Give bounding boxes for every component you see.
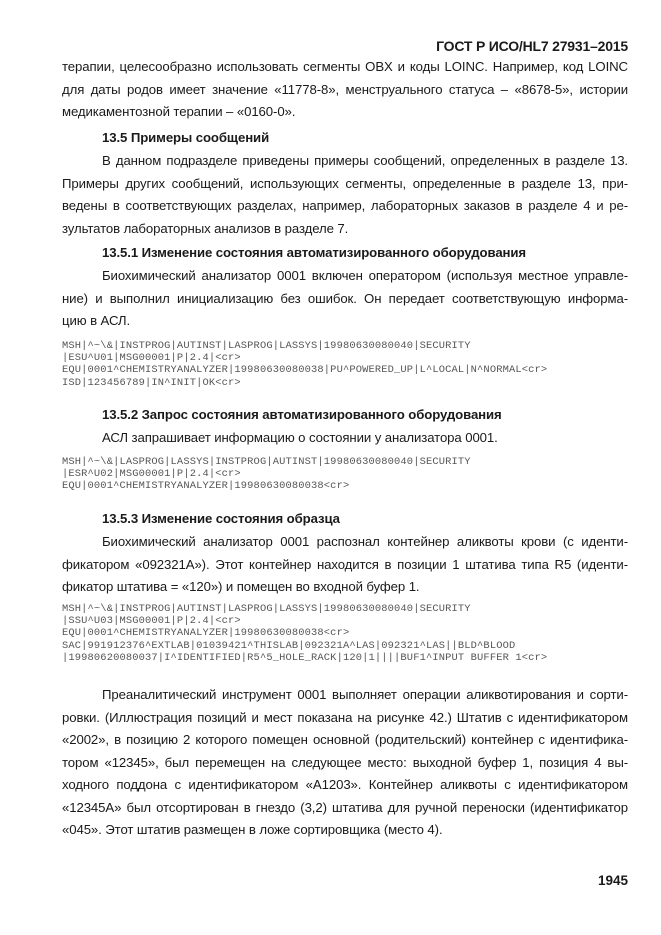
text-line: для даты родов имеет значение «11778-8», менструального статуса – «8678-5», истории [62, 81, 628, 97]
text-line: АСЛ запрашивает информацию о состоянии у анализатора 0001. [102, 430, 498, 445]
text-line: «045». Этот штатив размещен в ложе сортировщика (место 4). [62, 822, 443, 837]
text-line: фикатор штатива = «120») и помещен во входной буфер 1. [62, 579, 420, 594]
code-line: ISD|123456789|IN^INIT|OK<cr> [62, 376, 241, 389]
page-number: 1945 [597, 873, 628, 888]
text-line: фикатором «092321A»). Этот контейнер находится в позиции 1 штатива типа R5 (иденти- [62, 556, 628, 572]
code-line: EQU|0001^CHEMISTRYANALYZER|19980630080038<cr> [62, 627, 350, 640]
hl7-message-ssu-u03 [62, 603, 547, 664]
section-heading-13-5-3: 13.5.3 Изменение состояния образца [102, 511, 340, 526]
code-line: EQU|0001^CHEMISTRYANALYZER|19980630080038|PU^POWERED_UP|L^LOCAL|N^NORMAL<cr> [62, 364, 548, 377]
section-heading-13-5-1: 13.5.1 Изменение состояния автоматизированного оборудования [102, 245, 527, 260]
text-line: Биохимический анализатор 0001 включен оператором (используя местное управле- [102, 268, 628, 283]
section-13-5-1-paragraph [62, 265, 628, 333]
code-line: EQU|0001^CHEMISTRYANALYZER|19980630080038<cr> [62, 480, 350, 493]
section-13-5-2-paragraph [62, 427, 628, 450]
text-line: Биохимический анализатор 0001 распознал контейнер аликвоты крови (с иденти- [102, 534, 628, 549]
section-13-5-3-paragraph-2 [62, 684, 628, 842]
text-line: ходного поддона с идентификатором «A1203». Контейнер аликвоты с идентификатором [62, 777, 628, 792]
text-line: ровки. (Иллюстрация позиций и мест показана на рисунке 42.) Штатив с идентификатором [62, 709, 628, 725]
text-line: ведены в соответствующих разделах, например, лабораторных заказов в разделе 4 и ре- [62, 198, 628, 213]
text-line: Примеры других сообщений, использующих сегменты, определенные в разделе 13, при- [62, 175, 628, 191]
section-13-5-3-paragraph [62, 531, 628, 599]
text-line: терапии, целесообразно использовать сегменты OBX и коды LOINC. Например, код LOINC [62, 59, 628, 74]
code-line: MSH|^~\&|INSTPROG|AUTINST|LASPROG|LASSYS|19980630080040|SECURITY [62, 340, 471, 352]
code-line: |ESR^U02|MSG00001|P|2.4|<cr> [62, 468, 241, 481]
text-line: зультатов лабораторных анализов в разделе 7. [62, 220, 349, 236]
text-line: медикаментозной терапии – «0160-0». [62, 104, 296, 119]
code-line: |SSU^U03|MSG00001|P|2.4|<cr> [62, 615, 241, 628]
document-header-id: ГОСТ Р ИСО/HL7 27931–2015 [436, 38, 628, 54]
text-line: тором «12345», был перемещен на следующее место: выходной буфер 1, позиция 4 вы- [62, 754, 628, 770]
text-line: «12345A» был отсортирован в гнездо (3,2) штатива для ручной переноски (идентификатор [62, 799, 628, 815]
text-line: цию в АСЛ. [62, 313, 131, 328]
section-heading-13-5: 13.5 Примеры сообщений [102, 130, 270, 145]
code-line: SAC|991912376^EXTLAB|01039421^THISLAB|092321A^LAS|092321^LAS||BLD^BLOOD [62, 639, 516, 652]
text-line: «2002», в позицию 2 которого помещен основной (родительский) контейнер с идентифика- [62, 732, 628, 747]
text-line: В данном подразделе приведены примеры сообщений, определенных в разделе 13. [102, 153, 628, 168]
text-line: Преаналитический инструмент 0001 выполняет операции аликвотирования и сорти- [102, 687, 628, 702]
code-line: MSH|^~\&|LASPROG|LASSYS|INSTPROG|AUTINST|19980630080040|SECURITY [62, 456, 471, 468]
code-line: |ESU^U01|MSG00001|P|2.4|<cr> [62, 352, 241, 365]
code-line: MSH|^~\&|INSTPROG|AUTINST|LASPROG|LASSYS|19980630080040|SECURITY [62, 603, 471, 615]
hl7-message-esu-u01 [62, 340, 547, 389]
section-13-5-paragraph [62, 150, 628, 240]
hl7-message-esr-u02 [62, 456, 471, 493]
intro-paragraph [62, 56, 628, 124]
text-line: ние) и выполнил инициализацию без ошибок. Он передает соответствующую информа- [62, 290, 628, 306]
section-heading-13-5-2: 13.5.2 Запрос состояния автоматизированного оборудования [102, 407, 502, 422]
code-line: |19980620080037|I^IDENTIFIED|R5^5_HOLE_RACK|120|1||||BUF1^INPUT BUFFER 1<cr> [62, 651, 548, 664]
